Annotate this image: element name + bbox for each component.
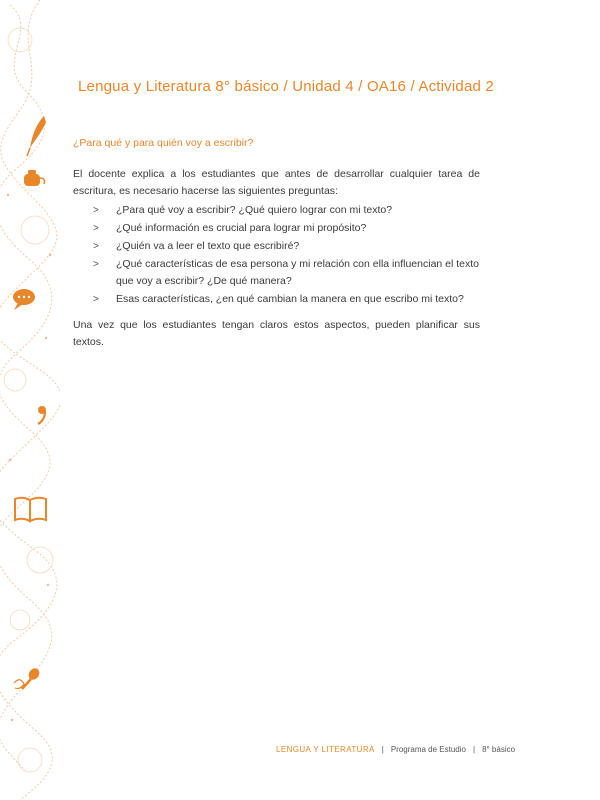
footer-subject: LENGUA Y LITERATURA bbox=[276, 745, 375, 754]
main-content bbox=[73, 166, 480, 351]
section-heading: ¿Para qué y para quién voy a escribir? bbox=[73, 137, 254, 149]
footer-separator: | bbox=[472, 745, 476, 754]
question-text: ¿Qué información es crucial para lograr mi propósito? bbox=[116, 222, 367, 234]
intro-paragraph: El docente explica a los estudiantes que antes de desarrollar cualquier tarea de escritura, es necesario hacerse las siguientes preguntas: bbox=[73, 168, 480, 197]
question-text: ¿Qué características de esa persona y mi relación con ella influencian el texto que voy a escribir? ¿De qué manera? bbox=[116, 258, 480, 287]
bullet-marker: > bbox=[93, 241, 99, 252]
list-item bbox=[73, 256, 480, 290]
page-title: Lengua y Literatura 8° básico / Unidad 4 / OA16 / Actividad 2 bbox=[78, 78, 494, 95]
footer-program: Programa de Estudio bbox=[390, 745, 466, 754]
list-item bbox=[73, 202, 480, 219]
list-item bbox=[73, 220, 480, 237]
footer-grade: 8° básico bbox=[482, 745, 516, 754]
teapot-icon bbox=[24, 170, 45, 186]
list-item bbox=[73, 238, 480, 255]
question-text: ¿Quién va a leer el texto que escribiré? bbox=[116, 240, 300, 252]
bullet-marker: > bbox=[93, 294, 99, 305]
question-list bbox=[73, 202, 480, 308]
closing-paragraph: Una vez que los estudiantes tengan claros estos aspectos, pueden planificar sus textos. bbox=[73, 319, 480, 348]
list-item bbox=[73, 291, 480, 308]
open-book-icon bbox=[15, 498, 46, 521]
question-text: Esas características, ¿en qué cambian la manera en que escribo mi texto? bbox=[116, 293, 464, 305]
question-text: ¿Para qué voy a escribir? ¿Qué quiero lograr con mi texto? bbox=[116, 204, 393, 216]
comma-icon bbox=[38, 406, 46, 424]
footer-separator: | bbox=[381, 745, 384, 754]
speech-bubble-icon bbox=[13, 289, 35, 310]
bullet-marker: > bbox=[93, 259, 99, 270]
microphone-icon bbox=[14, 666, 42, 689]
bullet-marker: > bbox=[93, 205, 99, 216]
page-footer bbox=[276, 745, 515, 754]
decorative-margin bbox=[0, 0, 60, 800]
bullet-marker: > bbox=[93, 223, 99, 234]
